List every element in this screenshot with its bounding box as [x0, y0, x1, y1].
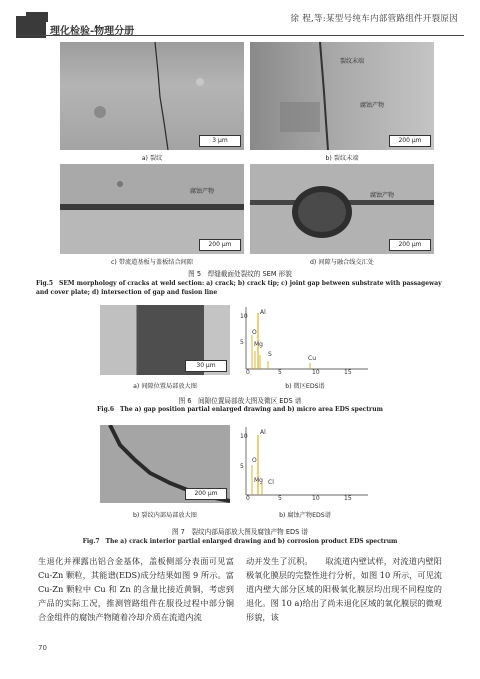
- annotation-corrosion-product: 腐蚀产物: [190, 188, 215, 195]
- body-text-right: 动并发生了沉积。 取流道内壁试样，对流道内壁阳极氧化膜层的完整性进行分析，如图 10 所示，可见流道内壁大部分区域的阳极氧化膜层均出现不同程度的退化。图 10 a)给出了尚未退化区域的氧化膜层的微观形貌，该: [246, 556, 442, 622]
- journal-logo-text: 理化检验-物理分册: [50, 26, 135, 37]
- scalebar: 200 μm: [389, 239, 431, 251]
- fig5-panel-d-image: [250, 164, 434, 254]
- fig5-panel-a-image: [60, 42, 244, 150]
- fig6-caption-a: a) 间隙位置局部放大图: [133, 383, 197, 390]
- logo-mark-top-icon: [26, 12, 48, 22]
- y-tick: 10: [240, 433, 248, 440]
- peak-label: O: [252, 329, 257, 336]
- annotation-corrosion-product: 腐蚀产物: [370, 192, 395, 199]
- x-tick: 10: [312, 369, 320, 376]
- fig5-caption-en: Fig.5 SEM morphology of cracks at weld section: a) crack; b) crack tip; c) joint gap between substrate with passageway and cover plate; d) intersection of gap and fusion line: [36, 280, 442, 296]
- scalebar: 30 μm: [185, 360, 227, 372]
- y-tick: 5: [240, 463, 244, 470]
- fig6-caption-en: Fig.6 The a) gap position partial enlarged drawing and b) micro area EDS spectrum: [97, 406, 383, 413]
- scalebar: 3 μm: [199, 135, 241, 147]
- fig6-panel-a-image: [100, 305, 230, 375]
- running-title: 徐 程,等:某型号纯车内部管路组件开裂原因: [290, 14, 458, 24]
- x-tick: 5: [278, 495, 282, 502]
- annotation-corrosion-product: 腐蚀产物: [360, 102, 385, 109]
- fig5-caption-c: c) 带流道基板与盖板结合间隙: [110, 259, 194, 266]
- scalebar: 200 μm: [389, 135, 431, 147]
- fig6-caption-cn: 图 6 间隙位置局部放大图及微区 EDS 谱: [178, 397, 302, 405]
- fig5-panel-c-image: [60, 164, 244, 254]
- peak-label: Al: [260, 429, 266, 436]
- fig7-panel-a-image: [100, 425, 230, 503]
- x-tick: 0: [246, 369, 250, 376]
- scalebar: 200 μm: [185, 488, 227, 500]
- peak-label: Al: [260, 309, 266, 316]
- fig7-eds-spectrum: [240, 425, 370, 505]
- peak-label: O: [252, 457, 257, 464]
- fig6-caption-b: b) 微区EDS谱: [285, 383, 325, 390]
- fig7-caption-b: b) 腐蚀产物EDS谱: [279, 512, 331, 519]
- page-number: 70: [38, 644, 47, 652]
- fig5-caption-cn: 图 5 焊缝截面处裂纹的 SEM 形貌: [188, 270, 292, 278]
- x-tick: 15: [344, 369, 352, 376]
- fig7-caption-cn: 图 7 裂纹内部局部放大图及腐蚀产物 EDS 谱: [171, 528, 308, 536]
- y-tick: 10: [240, 313, 248, 320]
- fig7-caption-en: Fig.7 The a) crack interior partial enlarged drawing and b) corrosion product EDS spectrum: [82, 538, 398, 545]
- fig5-panel-b-image: [250, 42, 434, 150]
- peak-label: Cu: [308, 355, 316, 362]
- header-rule: [16, 35, 464, 36]
- y-tick: 5: [240, 339, 244, 346]
- x-tick: 10: [312, 495, 320, 502]
- fig6-eds-spectrum: [240, 305, 370, 377]
- x-tick: 15: [344, 495, 352, 502]
- annotation-crack-tip: 裂纹末端: [340, 58, 365, 65]
- x-tick: 0: [246, 495, 250, 502]
- fig7-spectrum-svg: [240, 425, 370, 505]
- body-text-left: 生退化并裸露出铝合金基体，盖板侧部分表面可见富 Cu-Zn 颗粒，其能谱(EDS)成分结果如图 9 所示。富 Cu-Zn 颗粒中 Cu 和 Zn 的含量比接近黄铜，考虑到产品的实际工况，推测管路组件在服役过程中部分铜合金组件的腐蚀产物随着冷却介质在流道内流: [38, 556, 234, 622]
- peak-label: Cl: [268, 479, 274, 486]
- fig7-caption-a: b) 裂纹内部局部放大图: [133, 512, 197, 519]
- peak-label: S: [268, 351, 272, 358]
- crack-svg: [60, 42, 244, 150]
- fig5-caption-a: a) 裂纹: [141, 155, 163, 162]
- peak-label: Mg: [254, 341, 263, 348]
- scalebar: 200 μm: [199, 239, 241, 251]
- fig5-caption-b: b) 裂纹末端: [325, 155, 359, 162]
- x-tick: 5: [278, 369, 282, 376]
- peak-label: Mg: [254, 477, 263, 484]
- fig5-caption-d: d) 间隙与融合线交汇处: [310, 259, 374, 266]
- journal-logo: [16, 14, 166, 40]
